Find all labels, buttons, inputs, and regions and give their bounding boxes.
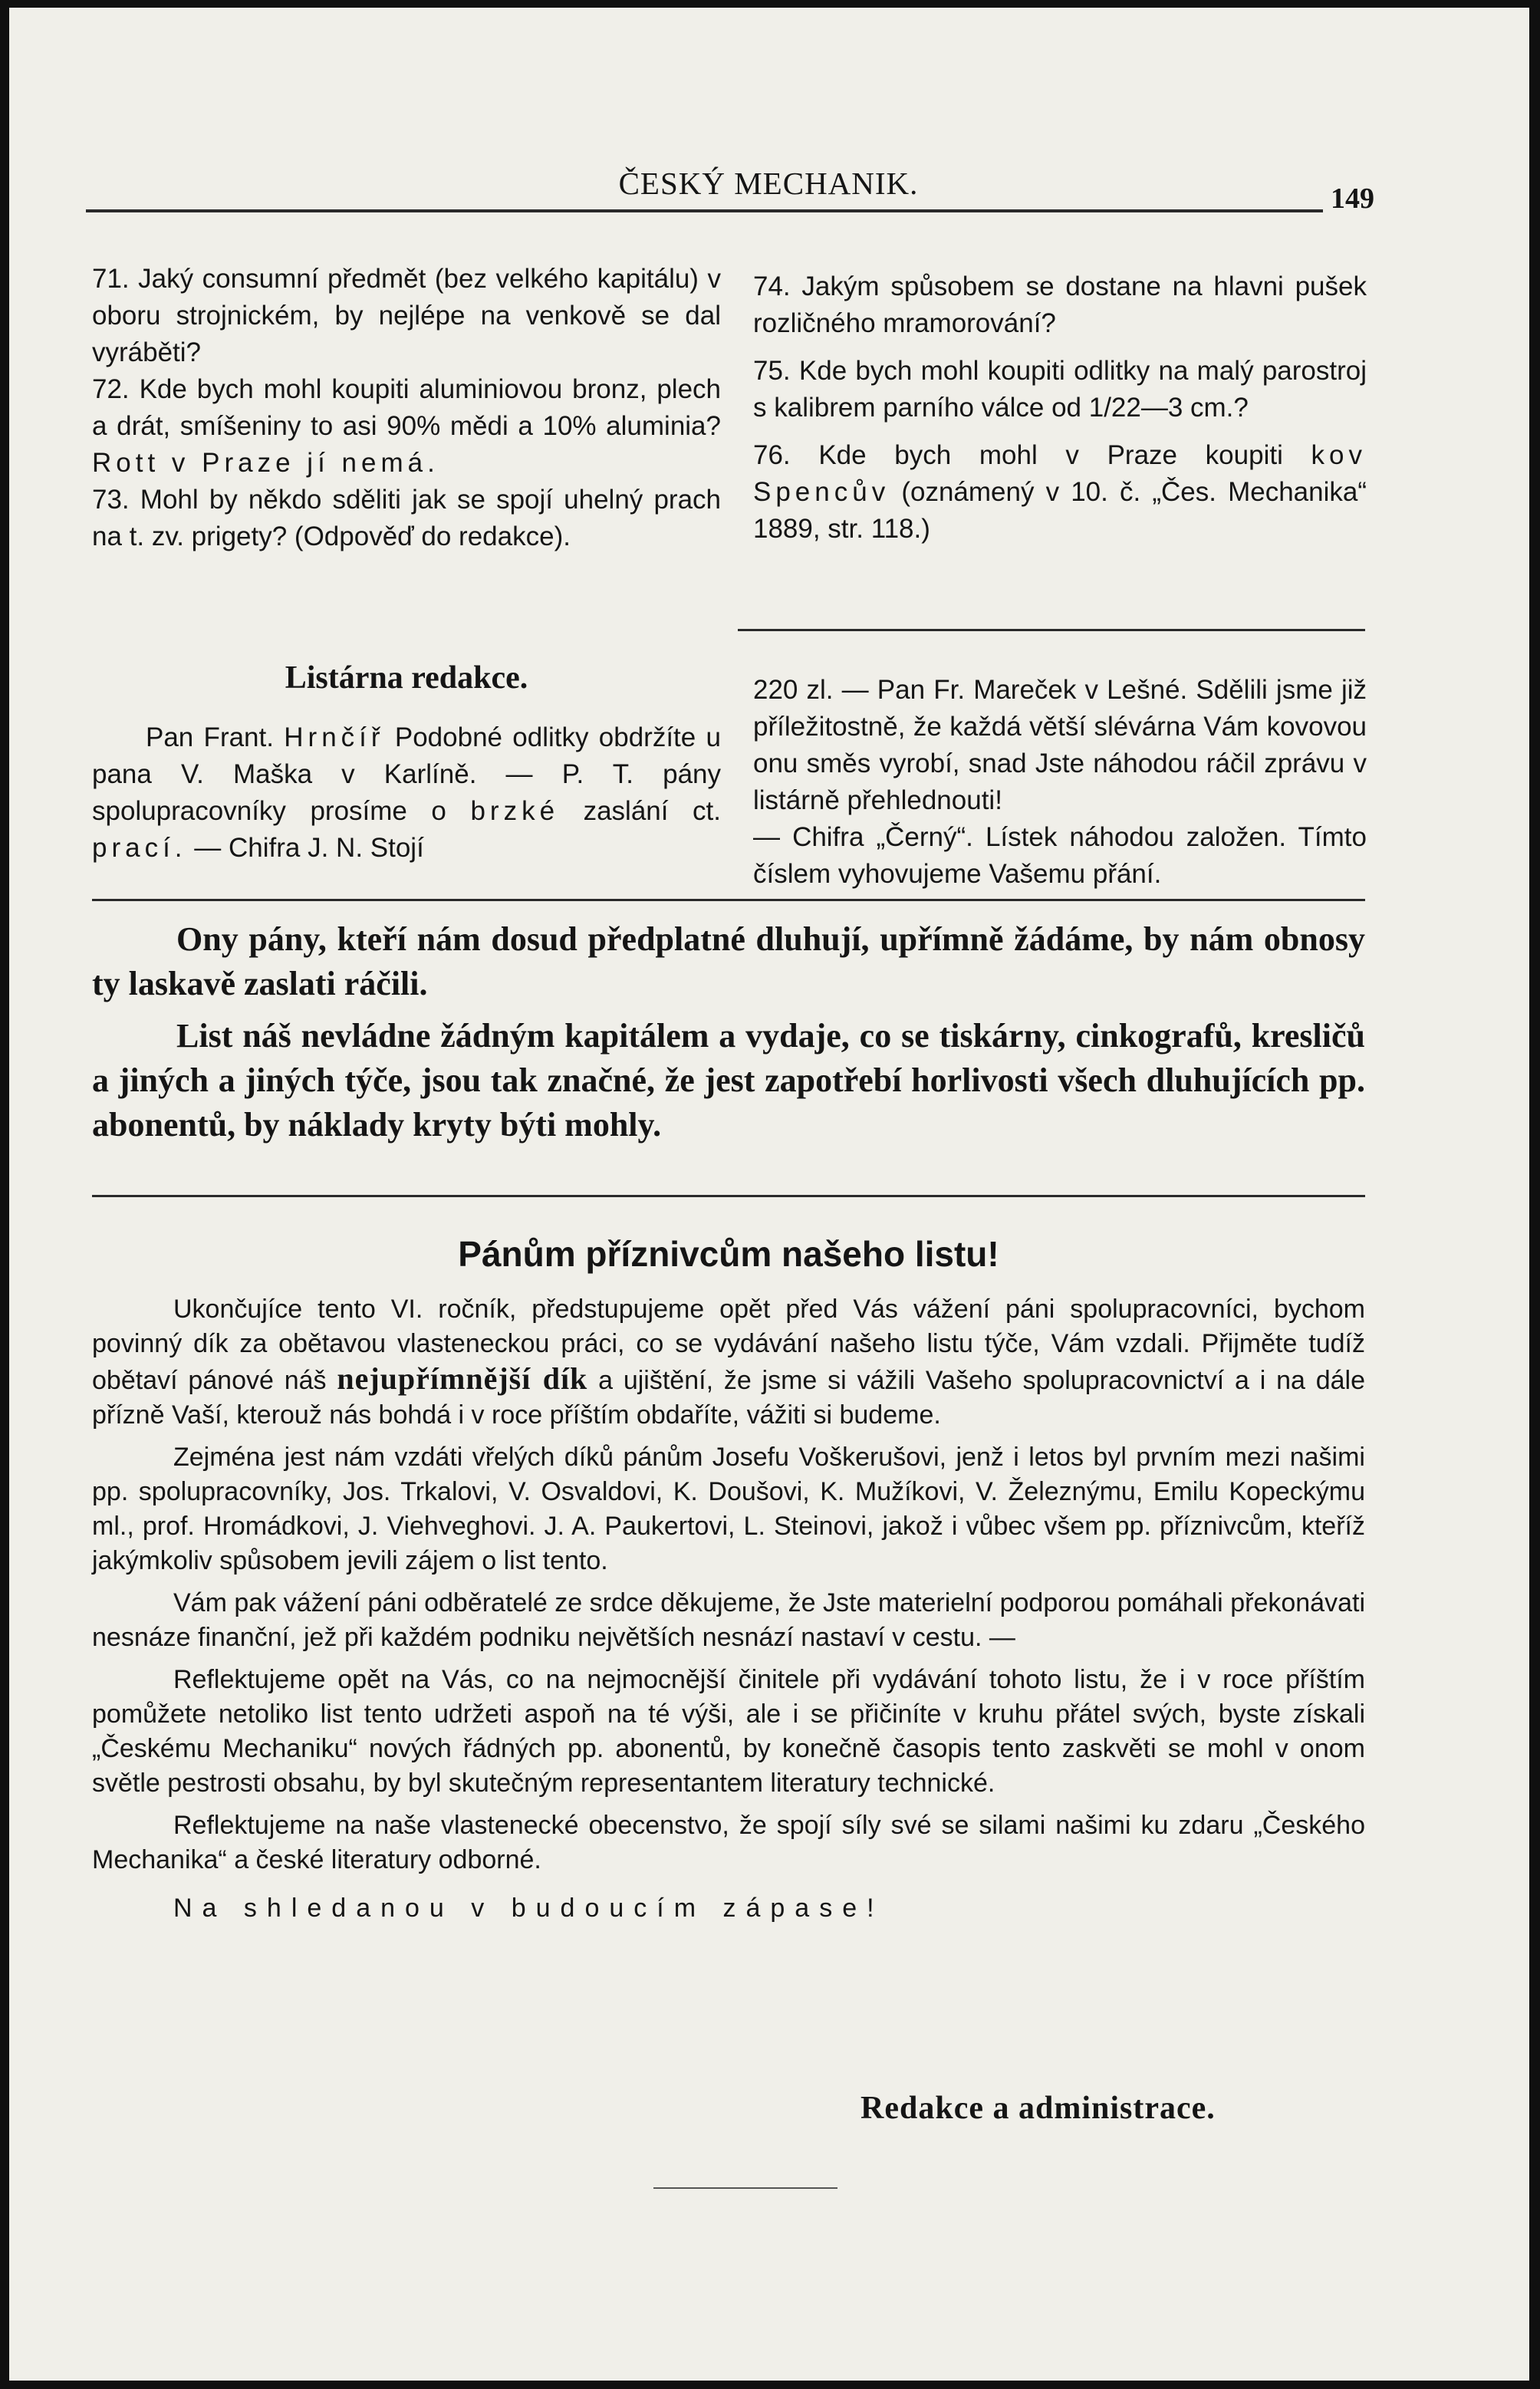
section-rule-top: [738, 629, 1365, 631]
mailbox-reply-right-1: 220 zl. — Pan Fr. Mareček v Lešné. Sdělili jsme již příležitostně, že každá větší slévárna Vám kovovou onu směs vyrobí, snad Jste náhodou ráčil zprávu v listárně přehlednouti!: [753, 675, 1367, 815]
reply-2-cont: zaslání ct.: [583, 796, 721, 826]
section-rule-bottom: [92, 1195, 1365, 1197]
reply-1-name: Pan Frant.: [146, 722, 274, 752]
reply-1-text: Podobné odlitky obdržíte u pana V. Maška v Karlíně. —: [92, 722, 721, 789]
mailbox-left-column: [92, 660, 721, 867]
end-rule: [653, 2187, 837, 2189]
question-75: 75. Kde bych mohl koupiti odlitky na malý parostroj s kalibrem parního válce od 1/22—3 cm.?: [753, 356, 1367, 423]
mailbox-right-column: [753, 672, 1367, 893]
question-72-note: Rott v Praze jí nemá.: [92, 448, 439, 478]
question-73: 73. Mohl by někdo sděliti jak se spojí uhelný prach na t. zv. prigety? (Odpověď do redakce).: [92, 485, 721, 551]
thanks-paragraph-1: [92, 1292, 1365, 1433]
question-74: 74. Jakým spůsobem se dostane na hlavni pušek rozličného mramorování?: [753, 271, 1367, 338]
section-rule-middle: [92, 899, 1365, 901]
question-76-term: kov Spencův: [753, 440, 1367, 507]
mailbox-title: Listárna redakce.: [285, 660, 528, 696]
question-72: [92, 371, 721, 482]
page: [9, 8, 1529, 2381]
running-head: [86, 165, 1374, 219]
reply-2-text: P. T. pány spolupracovníky prosíme o: [92, 759, 722, 826]
notice-paragraph-2: List náš nevládne žádným kapitálem a vydaje, co se tiskárny, cinkografů, kresličů a jiných a jiných týče, jsou tak značné, že jest zapotřebí horlivosti všech dluhujících pp. abonentů, by náklady kryty býti mohly.: [92, 1017, 1365, 1143]
reply-3-text: — Chifra J. N. Stojí: [194, 833, 424, 863]
mailbox-reply-right-2: — Chifra „Černý“. Lístek náhodou založen. Tímto číslem vyhovujeme Vašemu přání.: [753, 822, 1367, 889]
question-76-ref: (oznámený v 10. č. „Čes. Mechanika“ 1889, str. 118.): [753, 477, 1367, 544]
questions-left-column: [92, 261, 721, 555]
question-72-text: 72. Kde bych mohl koupiti aluminiovou bronz, plech a drát, smíšeniny to asi 90% mědi a 10% aluminia?: [92, 374, 721, 441]
subscription-notice: [92, 917, 1365, 1155]
notice-paragraph-1: Ony pány, kteří nám dosud předplatné dluhují, upřímně žádáme, by nám obnosy ty laskavě zaslati ráčili.: [92, 920, 1365, 1002]
question-71: 71. Jaký consumní předmět (bez velkého kapitálu) v oboru strojnickém, by nejlépe na venkově se dal vyráběti?: [92, 264, 721, 367]
reply-2-emph-2: prací.: [92, 833, 187, 863]
questions-right-column: [753, 268, 1367, 548]
page-number: 149: [1323, 182, 1374, 216]
thanks-paragraph-5: Reflektujeme na naše vlastenecké obecenstvo, že spojí síly své se silami našimi ku zdaru „Českého Mechanika“ a české literatury odborné.: [92, 1811, 1365, 1874]
thanks-paragraph-4: Reflektujeme opět na Vás, co na nejmocnější činitele při vydávání tohoto listu, že i v roce příštím pomůžete netoliko list tento udržeti aspoň na té výši, ale i se přičiníte v kruhu přátel svých, byste získali „Českému Mechaniku“ nových řádných pp. abonentů, by konečně časopis tento zaskvěti se mohl v onom světle pestrosti obsahu, by byl skutečným representantem literatury technické.: [92, 1665, 1365, 1798]
question-76-text: 76. Kde bych mohl v Praze koupiti: [753, 440, 1283, 470]
thanks-paragraph-3: Vám pak vážení páni odběratelé ze srdce děkujeme, že Jste materielní podporou pomáhali překonávati nesnáze finanční, jež při každém podniku největších nesnází nastaví v cestu. —: [92, 1588, 1365, 1652]
journal-title: ČESKÝ MECHANIK.: [561, 165, 976, 202]
thanks-title: Pánům příznivcům našeho listu!: [458, 1234, 999, 1274]
mailbox-reply-1: [92, 719, 721, 867]
header-rule: [86, 209, 1374, 212]
question-76: [753, 437, 1367, 548]
thanks-paragraph-2: Zejména jest nám vzdáti vřelých díků pánům Josefu Voškerušovi, jenž i letos byl prvním mezi našimi pp. spolupracovníky, Jos. Trkalovi, V. Osvaldovi, K. Doušovi, K. Mužíkovi, V. Železnýmu, Emilu Kopeckýmu ml., prof. Hromádkovi, J. Viehveghovi. J. A. Paukertovi, L. Steinovi, jakož i vůbec všem pp. příznivcům, kteříž jakýmkoliv spůsobem jevili zájem o list tento.: [92, 1443, 1365, 1575]
signature: Redakce a administrace.: [860, 2091, 1216, 2126]
farewell: Na shledanou v budoucím zápase!: [173, 1894, 884, 1923]
thanks-p1-a: Ukončujíce tento VI. ročník, předstupujeme opět před Vás vážení páni spolupracovníci, bychom povinný dík za obětavou vlasteneckou práci, co se vydávání našeho listu týče, Vám vzdali. Přijměte tudíž obětaví pánové náš: [92, 1295, 1365, 1395]
thanks-p1-emph: nejupřímnější dík: [337, 1361, 588, 1396]
reply-2-emph: brzké: [470, 796, 560, 826]
reply-1-surname: Hrnčíř: [284, 722, 385, 752]
thanks-p1-b: a ujištění, že jsme si vážili Vašeho spolupracovnictví a i na dále přízně Vaší, kterouž nás bohdá i v roce příštím obdaříte, vážiti si budeme.: [92, 1366, 1365, 1430]
thanks-body: [92, 1292, 1365, 1933]
